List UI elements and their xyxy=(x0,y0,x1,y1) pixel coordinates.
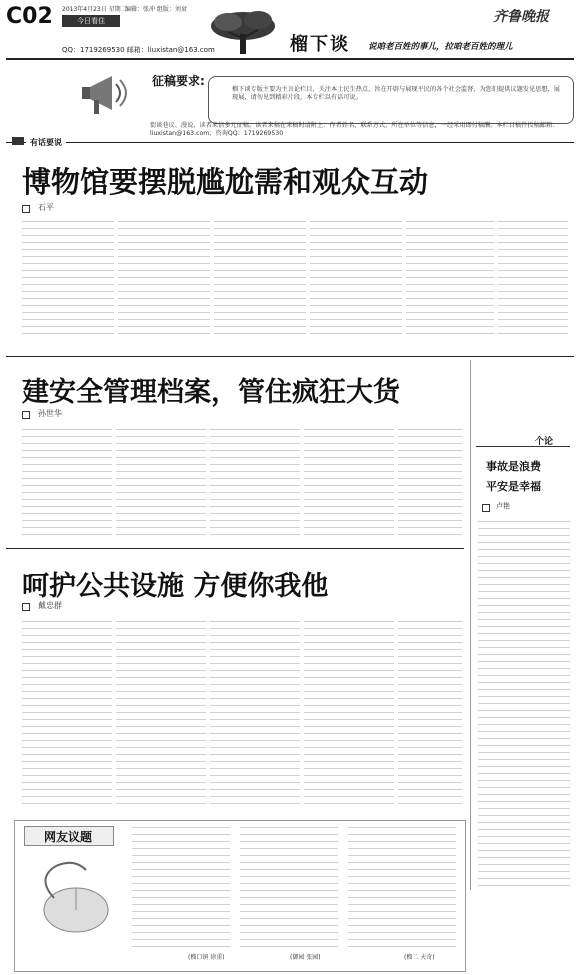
sidebar-title-1: 事故是浪费 xyxy=(486,460,541,473)
forum-sig-1: (榴口镇 徐重) xyxy=(188,954,225,961)
page-code: C02 xyxy=(6,4,53,29)
forum-col-3 xyxy=(348,826,456,950)
sidebar-title-2: 平安是幸福 xyxy=(486,480,541,493)
call-box-text-1: 榴下谈专版主要为主言论栏目，关注本土民生热点，旨在开辟与展现平民的各个社会监督，为您们提供议题发见思想，展现展，请勿见到精彩片段，本专栏以有话可说。 xyxy=(232,86,560,101)
forum-col-1 xyxy=(132,826,230,950)
forum-col-2 xyxy=(240,826,338,950)
article-3-author-marker xyxy=(22,603,30,611)
article-2-col-2 xyxy=(116,428,206,538)
sidebar-body xyxy=(478,520,570,890)
brand-logo: 齐鲁晚报 xyxy=(493,9,549,25)
forum-sig-3: (榴二 天奇) xyxy=(404,954,435,961)
sidebar-rule xyxy=(470,360,471,890)
article-2-col-1 xyxy=(22,428,112,538)
call-for-papers-title: 征稿要求: xyxy=(152,74,205,88)
article-2-author: 孙世华 xyxy=(38,409,62,418)
article-2-author-marker xyxy=(22,411,30,419)
forum-sig-2: (御园 张园) xyxy=(290,954,321,961)
date-line: 2013年4月23日 星期二 xyxy=(62,6,127,13)
sidebar-author: 卢艳 xyxy=(496,502,510,510)
pencil-icon xyxy=(12,137,24,145)
divider-1 xyxy=(6,356,574,357)
mouse-illustration xyxy=(26,858,122,938)
article-3-author: 戴忠群 xyxy=(38,601,62,610)
section-badge: 今日看住 xyxy=(62,15,120,27)
article-3-col-1 xyxy=(22,620,112,810)
column-slogan: 说咱老百姓的事儿，拉咱老百姓的理儿 xyxy=(368,42,513,52)
article-2-col-4 xyxy=(304,428,394,538)
article-1-col-1 xyxy=(22,220,114,338)
article-3-headline: 呵护公共设施 方便你我他 xyxy=(22,571,329,602)
article-3-col-2 xyxy=(116,620,206,810)
article-1-col-4 xyxy=(310,220,402,338)
call-box-text-2: 街谈巷议、漫说、读者来信多元征稿。读者来稿在来稿时请附上：作者姓名、联系方式、所在单位等信息，一经采用即付稿酬。本栏目稿件投稿邮箱：liuxistan@163.com；咨询QQ：1719269530 xyxy=(150,122,559,137)
article-2-col-3 xyxy=(210,428,300,538)
edit-line: 编辑：张冲 组版：刘衰 xyxy=(125,6,187,13)
article-1-col-5 xyxy=(406,220,494,338)
sidebar-tag-line xyxy=(476,446,570,447)
sidebar-author-marker xyxy=(482,504,490,512)
article-1-col-3 xyxy=(214,220,306,338)
tree-illustration xyxy=(208,8,278,56)
article-3-col-4 xyxy=(304,620,394,810)
article-3-col-3 xyxy=(210,620,300,810)
divider-2 xyxy=(6,548,464,549)
article-1-headline: 博物馆要摆脱尴尬需和观众互动 xyxy=(22,165,429,199)
section-rule xyxy=(6,142,574,143)
sidebar-tag: 个论 xyxy=(535,437,554,447)
article-2-col-5 xyxy=(398,428,462,538)
article-1-author: 石平 xyxy=(38,203,54,212)
megaphone-icon xyxy=(82,70,134,120)
masthead-rule xyxy=(6,58,574,60)
column-title: 榴下谈 xyxy=(290,34,350,55)
article-1-col-6 xyxy=(498,220,568,338)
article-1-col-2 xyxy=(118,220,210,338)
section-label: 有话要说 xyxy=(26,137,66,148)
qq-email-line: QQ：1719269530 邮箱：liuxistan@163.com xyxy=(62,46,215,54)
forum-label: 网友议题 xyxy=(44,830,93,844)
article-1-author-marker xyxy=(22,205,30,213)
article-3-col-5 xyxy=(398,620,462,810)
article-2-headline: 建安全管理档案，管住疯狂大货 xyxy=(22,377,400,408)
